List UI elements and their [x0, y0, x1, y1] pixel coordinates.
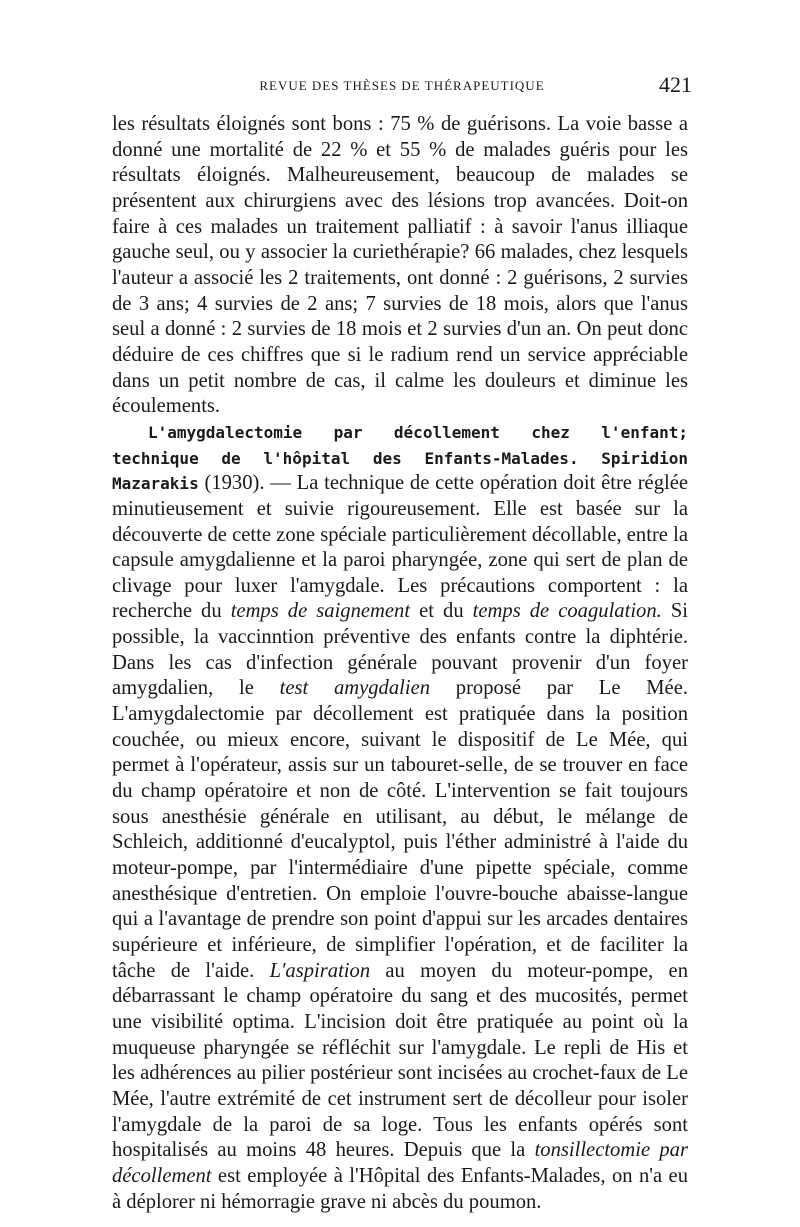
- paragraph-amygdalectomie: [112, 420, 688, 1215]
- text-segment: est employée à l'Hôpital des Enfants-Malades, on n'a eu à déplorer ni hémorragie grave ni abcès du poumon.: [112, 1164, 688, 1213]
- text-segment: proposé par Le Mée. L'amygdalectomie par décollement est pratiquée dans la position couchée, ou mieux encore, suivant le dispositif de Le Mée, qui permet à l'opérateur, assis sur un tabouret-selle, de se trouver en face du champ opératoire et non de côté. L'intervention se fait toujours sous anesthésie générale en utilisant, au début, le mélange de Schleich, additionné d'eucalyptol, puis l'éther administré à l'aide du moteur-pompe, par l'intermédiaire d'une pipette spéciale, comme anesthésique d'entretien. On emploie l'ouvre-bouche abaisse-langue qui a l'avantage de prendre son point d'appui sur les arcades dentaires supérieure et inférieure, de simplifier l'opération, et de faciliter la tâche de l'aide.: [112, 677, 688, 982]
- body-text: [112, 112, 688, 1215]
- page-number: 421: [659, 72, 692, 97]
- italic-term: temps de saignement: [230, 600, 411, 623]
- section-heading: L'amygdalectomie par décollement chez l'enfant; technique de l'hôpital des Enfants-Malades. Spiridion Mazarakis: [112, 422, 688, 494]
- paragraph-results: les résultats éloignés sont bons : 75 % de guérisons. La voie basse a donné une mortalité de 22 % et 55 % de malades guéris pour les résultats éloignés. Malheureusement, beaucoup de malades se présentent aux chirurgiens avec des lésions trop avancées. Doit-on faire à ces malades un traitement palliatif : à savoir l'anus illiaque gauche seul, ou y associer la curiethérapie? 66 malades, chez lesquels l'auteur a associé les 2 traitements, ont donné : 2 guérisons, 2 survies de 3 ans; 4 survies de 2 ans; 7 survies de 18 mois, alors que l'anus seul a donné : 2 survies de 18 mois et 2 survies d'un an. On peut donc déduire de ces chiffres que si le radium rend un service appréciable dans un petit nombre de cas, il calme les douleurs et diminue les écoulements.: [112, 113, 688, 418]
- italic-term: L'aspiration: [269, 959, 371, 982]
- heading-year: (1930).: [204, 472, 265, 495]
- italic-term: test amygdalien: [279, 677, 431, 700]
- text-segment: au moyen du moteur-pompe, en débarrassant le champ opératoire du sang et des mucosités, permet une visibilité optima. L'incision doit être pratiquée au point où la muqueuse pharyngée se réfléchit sur l'amygdale. Le repli de His et les adhérences au pilier postérieur sont incisées au crochet-faux de Le Mée, l'autre extrémité de cet instrument sert de décolleur pour isoler l'amygdale de la paroi de sa loge. Tous les enfants opérés sont hospitalisés au moins 48 heures. Depuis que la: [112, 959, 688, 1162]
- text-segment: Si possible, la vaccinntion préventive des enfants contre la diphtérie. Dans les cas d'infection générale pouvant provenir d'un foyer amygdalien, le: [112, 600, 689, 700]
- text-segment: — La technique de cette opération doit être réglée minutieusement et suivie rigoureusement. Elle est basée sur la découverte de cette zone spéciale particulièrement décollable, entre la capsule amygdalienne et la paroi pharyngée, zone qui sert de plan de clivage pour luxer l'amygdale. Les précautions comportent : la recherche du: [112, 472, 688, 623]
- italic-term: tonsillectomie par décollement: [112, 1139, 688, 1187]
- italic-term: temps de coagulation.: [472, 600, 662, 623]
- running-title: REVUE DES THÈSES DE THÉRAPEUTIQUE: [259, 78, 545, 93]
- running-head: [112, 70, 692, 100]
- text-segment: et du: [410, 600, 473, 623]
